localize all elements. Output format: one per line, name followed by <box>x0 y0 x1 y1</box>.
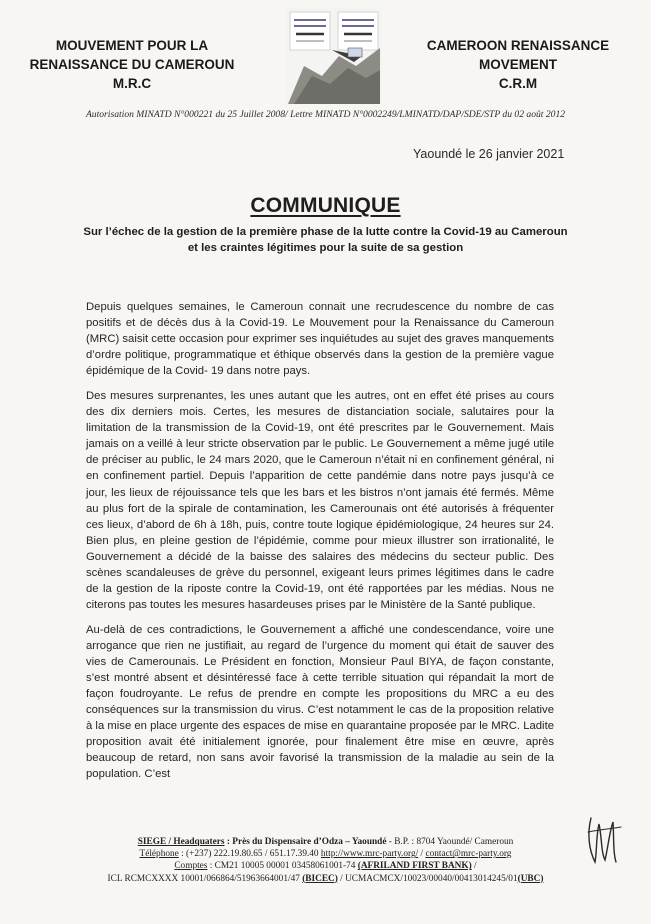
header-left-line1: MOUVEMENT POUR LA <box>55 38 209 53</box>
page-title <box>0 194 651 218</box>
header-right-line3: C.R.M <box>498 76 538 91</box>
footer-website-link[interactable]: http://www.mrc-party.org/ <box>320 849 419 860</box>
footer-icl-text: ICL RCMCXXXX 10001/066864/51963664001/47 <box>107 873 300 884</box>
footer-bank-bicec: (BICEC) <box>302 873 338 884</box>
footer-tel-text: : (+237) 222.19.80.65 / 651.17.39.40 <box>181 849 319 860</box>
header-left-block <box>22 36 242 93</box>
footer-address-line <box>0 836 651 848</box>
document-date: Yaoundé le 26 janvier 2021 <box>413 147 565 161</box>
header-right-block <box>408 36 628 93</box>
footer-email-link[interactable]: contact@mrc-party.org <box>425 849 512 860</box>
footer-siege-text: : Près du Dispensaire d’Odza – Yaoundé <box>226 837 387 847</box>
footer-comptes-text: : CM21 10005 00001 03458061001-74 <box>209 861 356 872</box>
header-right-line2: MOVEMENT <box>478 57 557 72</box>
footer-bank-ubc: (UBC) <box>517 873 544 884</box>
paragraph-3: Au-delà de ces contradictions, le Gouvernement a affiché une condescendance, voire une arrogance que rien ne justifiait, au regard de l’urgence du moment qui était de sauver des vies de Camerounais. Le Président en fonction, Monsieur Paul BIYA, de façon constante, s’est montré absent et désintéressé face à cette terrible situation qui répandait la mort de façon foudroyante. Le refus de prendre en compte les propositions du MRC a eu des conséquences sur la transmission du virus. C’est notamment le cas de la proposition relative à la mise en place urgente des espaces de mise en quarantaine proposée par le MRC. Ladite proposition avait été initialement ignorée, pour finalement être mise en œuvre, après beaucoup de retard, non sans avoir favorisé la transmission de la maladie au sein de la population. C’est <box>86 623 554 781</box>
subtitle-line2: et les craintes légitimes pour la suite de sa gestion <box>187 242 464 254</box>
footer-accounts-line-2 <box>0 873 651 885</box>
paragraph-1: Depuis quelques semaines, le Cameroun connait une recrudescence du nombre de cas positifs et de décès dus à la Covid-19. Le Mouvement pour la Renaissance du Cameroun (MRC) saisit cette occasion pour exprimer ses inquiétudes au sujet des graves manquements d’ordre politique, programmatique et éthique observés dans la gestion de la première vague épidémique de la Covid- 19 dans notre pays. <box>86 301 554 378</box>
footer-comptes-label: Comptes <box>174 861 208 872</box>
header-right-line1: CAMEROON RENAISSANCE <box>426 38 610 53</box>
page-title-text: COMMUNIQUE <box>250 194 401 217</box>
footer-accounts-line: Comptes : CM21 10005 00001 03458061001-74 (AFRILAND FIRST BANK) / <box>174 861 477 872</box>
footer-bank-afriland: (AFRILAND FIRST BANK) <box>357 861 472 872</box>
footer-bp: - B.P. : 8704 Yaoundé/ Cameroun <box>388 837 514 847</box>
body-text <box>86 299 554 791</box>
footer-tel-label: Téléphone <box>139 849 179 860</box>
authorization-line: Autorisation MINATD N°000221 du 25 Juillet 2008/ Lettre MINATD N°0002249/LMINATD/DAP/SDE/STP du 02 août 2012 <box>85 109 566 120</box>
header-left-line2: RENAISSANCE DU CAMEROUN <box>29 57 235 72</box>
mrc-logo-icon <box>284 6 384 106</box>
footer-ucma-text: / UCMACMCX/10023/00040/00413014245/01 <box>340 873 518 884</box>
header-left-line3: M.R.C <box>112 76 152 91</box>
footer-siege-label: SIEGE / Headquaters <box>137 837 225 847</box>
subtitle <box>60 224 591 256</box>
paragraph-2: Des mesures surprenantes, les unes autant que les autres, ont en effet été prises au cours des dix derniers mois. Certes, les mesures de distanciation sociale, salutaires pour la limitation de la transmission de la Covid-19, ont été prescrites par le Gouvernement. Mais jamais on a veillé à leur stricte observation par le public. Le Gouvernement a même jugé utile de préciser au public, le 24 mars 2020, que le Cameroun n’était ni en confinement général, ni en confinement partiel. Depuis l’apparition de cette pandémie dans notre pays jusqu’à ce jour, les lieux de réjouissance tels que les bars et les bistros n’ont jamais été fermés. Même au plus fort de la spirale de contamination, les Camerounais ont été autorisés à fréquenter ces lieux, d’abord de 6h à 18h, puis, contre toute logique épidémiologique, 24 heures sur 24. Bien plus, en pleine gestion de l’épidémie, comme pour mieux illustrer son irrationalité, le Gouvernement a décidé de la baisse des salaires des médecins du secteur public. Des scènes scandaleuses de grève du personnel, exigeant leurs primes légitimes dans le cadre de la gestion de la riposte contre la Covid-19, ont été rapportées par les médias. Nous ne citerons pas toutes les mesures hasardeuses prises par le Ministère de la Santé publique. <box>86 390 554 611</box>
footer-contact-line: Téléphone : (+237) 222.19.80.65 / 651.17.39.40 http://www.mrc-party.org/ / contact@mrc-party.org <box>139 849 512 860</box>
subtitle-line1: Sur l’échec de la gestion de la première phase de la lutte contre la Covid-19 au Cameroun <box>83 226 568 238</box>
footer <box>0 836 651 885</box>
